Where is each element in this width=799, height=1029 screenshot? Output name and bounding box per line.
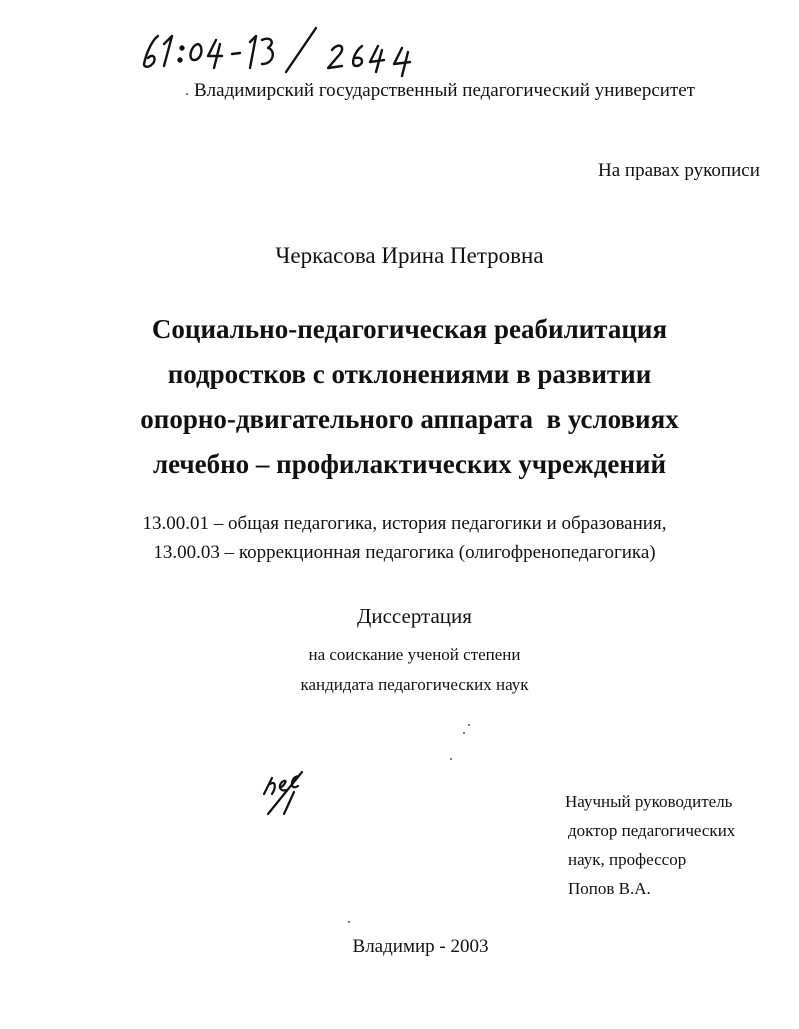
degree-statement: [0, 640, 799, 700]
scan-speck: [348, 921, 350, 923]
handwritten-archive-note: [140, 10, 440, 80]
scan-speck: [186, 93, 188, 95]
supervisor-degree-line-2: наук, профессор: [568, 850, 687, 869]
supervisor-label: Научный руководитель: [565, 792, 733, 811]
title-line-2: подростков с отклонениями в развитии: [167, 359, 652, 389]
specialty-codes: [0, 509, 799, 567]
degree-line-2: кандидата педагогических наук: [300, 675, 529, 694]
university-name: Владимирский государственный педагогический университет: [193, 80, 695, 101]
signature-icon: [262, 770, 322, 820]
signature: [262, 770, 322, 820]
supervisor-block: [565, 787, 735, 903]
supervisor-name: Попов В.А.: [568, 879, 651, 898]
handwritten-archive-note-icon: [140, 10, 440, 80]
title-line-1: Социально-педагогическая реабилитация: [151, 314, 668, 344]
title-line-3: опорно-двигательного аппарата в условиях: [140, 404, 679, 434]
specialty-2: 13.00.03 – коррекционная педагогика (олигофренопедагогика): [153, 542, 656, 563]
work-type: Диссертация: [357, 604, 472, 628]
degree-line-1: на соискание ученой степени: [308, 645, 521, 664]
supervisor-degree-line-1: доктор педагогических: [568, 821, 736, 840]
dissertation-title: [0, 307, 799, 487]
scan-speck: [468, 724, 470, 726]
author-name: Черкасова Ирина Петровна: [275, 243, 544, 268]
specialty-1: 13.00.01 – общая педагогика, история педагогики и образования,: [142, 513, 667, 534]
title-line-4: лечебно – профилактических учреждений: [152, 449, 667, 479]
scan-speck: [450, 758, 452, 760]
scan-speck: [463, 732, 465, 734]
city-year: Владимир - 2003: [352, 936, 489, 957]
rights-notice: На правах рукописи: [598, 160, 760, 181]
